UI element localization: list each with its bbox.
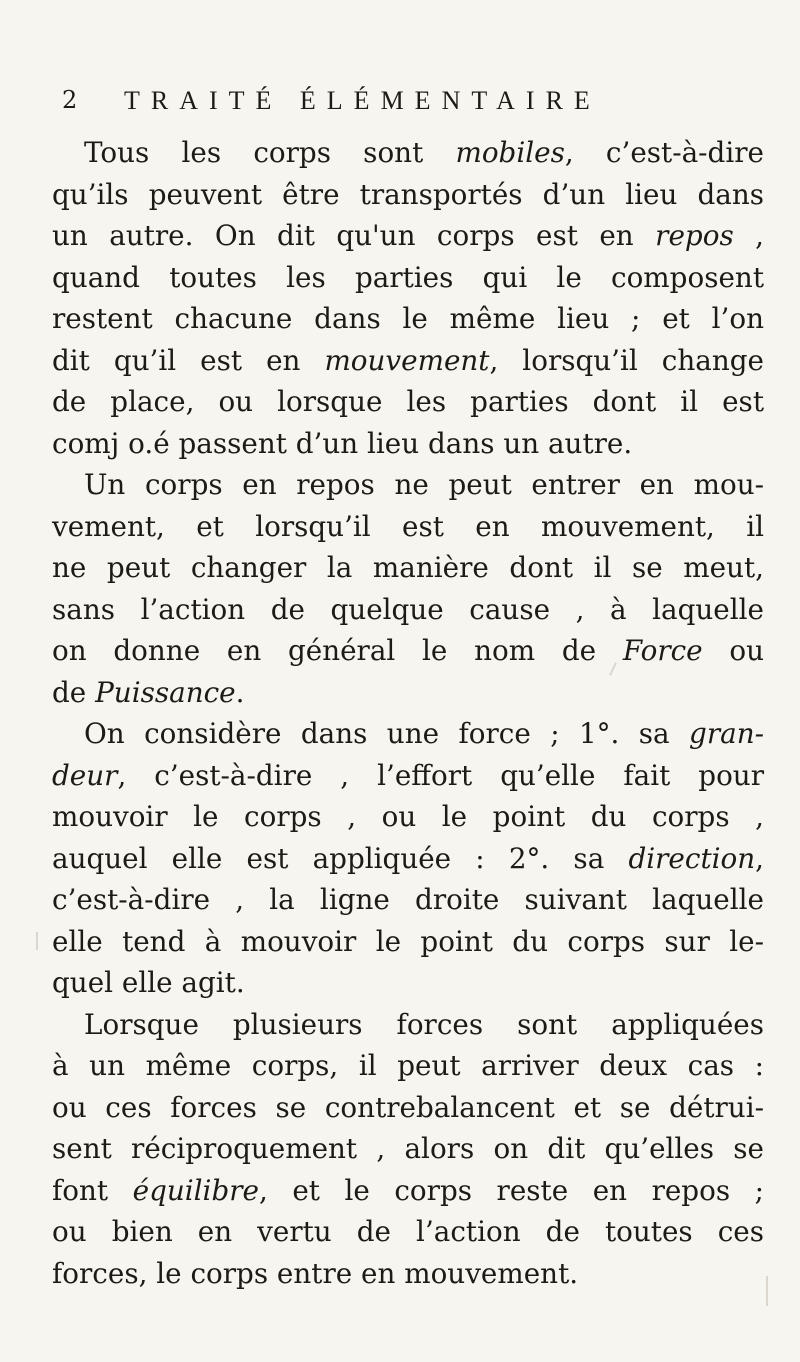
text-segment: , lorsqu’il change: [489, 343, 764, 377]
text-line: [52, 298, 764, 340]
text-segment: mouvoir le corps , ou le point du corps ,: [52, 800, 764, 833]
text-segment: vement, et lorsqu’il est en mouvement, il: [52, 509, 764, 543]
italic-term: Puissance: [95, 675, 236, 709]
text-line: [52, 132, 764, 174]
text-segment: sent réciproquement , alors on dit qu’elles se: [52, 1132, 764, 1165]
italic-term: Force: [622, 634, 703, 667]
text-segment: quand toutes les parties qui le composent: [52, 260, 764, 294]
text-segment: , et le corps reste en repos ;: [258, 1173, 764, 1207]
text-segment: forces, le corps entre en mouvement.: [52, 1256, 579, 1290]
text-segment: comj o.é passent d’un lieu dans un autre.: [52, 426, 633, 460]
italic-term: mobiles: [455, 136, 565, 169]
text-line: [52, 215, 764, 257]
italic-term: deur: [52, 758, 118, 792]
text-segment: sans l’action de quelque cause , à laquelle: [52, 592, 764, 626]
text-segment: ou bien en vertu de l’action de toutes ces: [52, 1215, 764, 1248]
text-line: [52, 1253, 764, 1295]
text-segment: de place, ou lorsque les parties dont il est: [52, 385, 764, 418]
text-segment: font: [52, 1173, 133, 1207]
text-segment: ,: [755, 841, 764, 875]
text-segment: on donne en général le nom de: [52, 634, 623, 667]
text-line: [52, 672, 764, 714]
text-segment: ne peut changer la manière dont il se meut,: [52, 551, 764, 584]
text-segment: , c’est-à-dire , l’effort qu’elle fait pour: [117, 758, 764, 792]
text-segment: auquel elle est appliquée : 2°. sa: [52, 841, 629, 875]
text-line: [52, 630, 764, 672]
italic-term: mouvement: [324, 343, 490, 377]
text-line: [52, 464, 764, 506]
text-line: [52, 1170, 764, 1212]
text-line: [52, 838, 764, 880]
text-line: [52, 921, 764, 963]
text-segment: c’est-à-dire , la ligne droite suivant laquelle: [52, 883, 764, 916]
text-segment: Un corps en repos ne peut entrer en mou-: [84, 468, 764, 501]
text-line: [52, 174, 764, 216]
italic-term: équilibre: [132, 1173, 259, 1207]
text-segment: ,: [733, 219, 764, 252]
text-line: [52, 879, 764, 921]
italic-term: repos: [655, 219, 734, 252]
text-segment: dit qu’il est en: [52, 343, 325, 377]
text-segment: On considère dans une force ; 1°. sa: [84, 717, 690, 750]
text-segment: un autre. On dit qu'un corps est en: [52, 219, 656, 252]
text-segment: ou: [702, 634, 764, 667]
body-text: [52, 132, 764, 1294]
italic-term: gran-: [689, 717, 764, 750]
text-segment: Lorsque plusieurs forces sont appliquées: [84, 1007, 764, 1041]
text-line: [52, 713, 764, 755]
text-segment: , c’est-à-dire: [564, 136, 764, 169]
italic-term: direction: [628, 841, 756, 875]
text-line: [52, 1045, 764, 1087]
text-line: [52, 755, 764, 797]
text-segment: elle tend à mouvoir le point du corps sur le-: [52, 924, 764, 958]
text-line: [52, 340, 764, 382]
running-title: TRAITÉ ÉLÉMENTAIRE: [124, 86, 601, 115]
text-segment: qu’ils peuvent être transportés d’un lieu dans: [52, 177, 764, 211]
text-segment: à un même corps, il peut arriver deux cas :: [52, 1049, 764, 1082]
text-line: [52, 1004, 764, 1046]
text-line: [52, 1087, 764, 1129]
page-number: 2: [62, 86, 78, 114]
text-segment: .: [235, 675, 245, 709]
scan-speck: [36, 932, 38, 950]
text-line: [52, 423, 764, 465]
text-line: [52, 1211, 764, 1253]
text-segment: Tous les corps sont: [84, 136, 456, 169]
text-line: [52, 506, 764, 548]
text-line: [52, 257, 764, 299]
text-line: [52, 589, 764, 631]
scan-speck: [766, 1276, 768, 1306]
text-line: [52, 547, 764, 589]
text-segment: restent chacune dans le même lieu ; et l’on: [52, 302, 764, 335]
text-segment: ou ces forces se contrebalancent et se détrui-: [52, 1090, 764, 1124]
text-segment: de: [52, 675, 96, 709]
text-segment: quel elle agit.: [52, 966, 245, 999]
text-line: [52, 962, 764, 1004]
page-header: [62, 86, 762, 126]
text-line: [52, 1128, 764, 1170]
text-line: [52, 796, 764, 838]
text-line: [52, 381, 764, 423]
